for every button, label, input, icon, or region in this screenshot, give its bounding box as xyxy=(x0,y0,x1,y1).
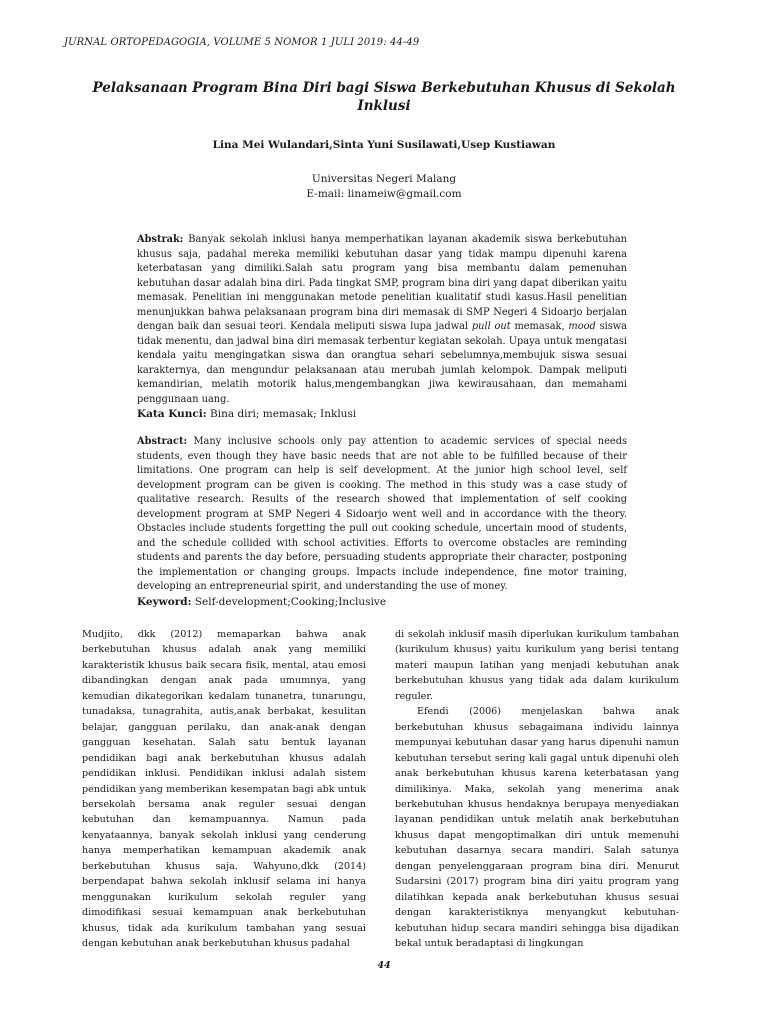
keywords-label: Kata Kunci: xyxy=(137,408,207,420)
abstract-label: Abstract: xyxy=(137,436,188,447)
author-email: E-mail: linameiw@gmail.com xyxy=(306,188,462,200)
abstract-text-part: siswa tidak menentu, dan jadwal bina diri memasak terbentur kegiatan sekolah. Upaya untuk mengatasi kendala yaitu mengingatkan siswa dan orangtua sehari sebelumnya,membujuk siswa sesuai karakternya, dan mengundur pelaksanaan atau merubah jumlah kelompok. Dampak meliputi kemandirian, melatih motorik halus,mengembangkan jiwa kewirausahaan, dan memahami penggunaan uang. xyxy=(137,321,627,405)
paper-title: Pelaksanaan Program Bina Diri bagi Siswa Berkebutuhan Khusus di Sekolah Inklusi xyxy=(92,80,676,114)
abstract-text-part: Banyak sekolah inklusi hanya memperhatikan layanan akademik siswa berkebutuhan khusus saja, padahal mereka memiliki kebutuhan dasar yang tidak mampu dipenuhi karena keterbatasan yang dimiliki.Salah satu program yang bisa membantu dalam pemenuhan kebutuhan dasar adalah bina diri. Pada tingkat SMP, program bina diri yang dapat diberikan yaitu memasak. Penelitian ini menggunakan metode penelitian kualitatif studi kasus.Hasil penelitian menunjukkan bahwa pelaksanaan program bina diri memasak di SMP Negeri 4 Sidoarjo berjalan dengan baik dan sesuai teori. Kendala meliputi siswa lupa jadwal xyxy=(137,234,627,332)
abstract-indonesian xyxy=(137,233,627,423)
abstract-italic-term: mood xyxy=(568,321,596,332)
keywords-indonesian xyxy=(137,408,356,420)
abstract-english xyxy=(137,435,627,610)
body-paragraph: Mudjito, dkk (2012) memaparkan bahwa anak berkebutuhan khusus adalah anak yang memiliki karakteristik khusus baik secara fisik, mental, atau emosi dibandingkan dengan anak pada umumnya, yang kemudian dikategorikan kedalam tunanetra, tunarungu, tunadaksa, tunagrahita, autis,anak berbakat, kesulitan belajar, gangguan perilaku, dan anak-anak dengan gangguan kesehatan. Salah satu bentuk layanan pendidikan bagi anak berkebutuhan khusus adalah pendidikan inklusi. Pendidikan inklusi adalah sistem pendidikan yang memberikan kesempatan bagi abk untuk bersekolah bersama anak reguler sesuai dengan kebutuhan dan kemampuannya. Namun pada kenyataannya, banyak sekolah inklusi yang cenderung hanya memperhatikan kemampuan akademik anak berkebutuhan khusus saja. Wahyuno,dkk (2014) berpendapat bahwa sekolah inklusif selama ini hanya menggunakan kurikulum sekolah reguler yang dimodifikasi sesuai kemampuan anak berkebutuhan khusus, tidak ada kurikulum tambahan yang sesuai dengan kebutuhan anak berkebutuhan khusus padahal xyxy=(82,629,366,950)
keywords-label: Keyword: xyxy=(137,595,192,608)
keywords-text: Self-development;Cooking;Inclusive xyxy=(191,595,387,608)
body-paragraph: di sekolah inklusif masih diperlukan kurikulum tambahan (kurikulum khusus) yaitu kurikulum yang berisi tentang materi maupun latihan yang menjadi kebutuhan anak berkebutuhan khusus yang tidak ada dalam kurikulum reguler. xyxy=(395,629,679,702)
body-paragraph: Efendi (2006) menjelaskan bahwa anak berkebutuhan khusus sebagaimana individu lainnya mempunyai kebutuhan dasar yang harus dipenuhi namun kebutuhan tersebut sering kali gagal untuk dipenuhi oleh anak berkebutuhan khusus karena keterbatasan yang dimilikinya. Maka, sekolah yang menerima anak berkebutuhan khusus hendaknya berupaya menyediakan layanan pendidikan untuk melatih anak berkebutuhan khusus dapat mengoptimalkan diri untuk memenuhi kebutuhan dasarnya secara mandiri. Salah satunya dengan penyelenggaraan program bina diri. Menurut Sudarsini (2017) program bina diri yaitu program yang dilatihkan kepada anak berkebutuhan khusus sesuai dengan karakteristiknya menyangkut kebutuhan-kebutuhan hidup secara mandiri sehingga bisa dijadikan bekal untuk beradaptasi di lingkungan xyxy=(395,706,679,950)
body-column-left xyxy=(82,627,366,952)
abstract-text: Many inclusive schools only pay attention to academic services of special needs students, even though they have basic needs that are not able to be fulfilled because of their limitations. One program can help is self development. At the junior high school level, self development program can be given is cooking. The method in this study was a case study of qualitative research. Results of the research showed that implementation of self cooking development program at SMP Negeri 4 Sidoarjo went well and in accordance with the theory. Obstacles include students forgetting the pull out cooking schedule, uncertain mood of students, and the schedule collided with school activities. Efforts to overcome obstacles are reminding students and parents the day before, persuading students appropriate their character, postponing the implementation or changing groups. Impacts include independence, fine motor training, developing an entrepreneurial spirit, and understanding the use of money. xyxy=(137,436,627,592)
running-head: JURNAL ORTOPEDAGOGIA, VOLUME 5 NOMOR 1 JULI 2019: 44-49 xyxy=(64,37,420,48)
affiliation: Universitas Negeri Malang xyxy=(311,173,457,185)
abstract-text-part: memasak, xyxy=(510,321,569,332)
body-column-right xyxy=(395,627,679,952)
abstract-label: Abstrak: xyxy=(137,234,184,245)
page-number: 44 xyxy=(377,960,391,971)
keywords-text: Bina diri; memasak; Inklusi xyxy=(206,408,357,420)
keywords-english xyxy=(137,596,386,608)
abstract-italic-term: pull out xyxy=(471,321,511,332)
author-list: Lina Mei Wulandari,Sinta Yuni Susilawati,Usep Kustiawan xyxy=(212,139,556,151)
